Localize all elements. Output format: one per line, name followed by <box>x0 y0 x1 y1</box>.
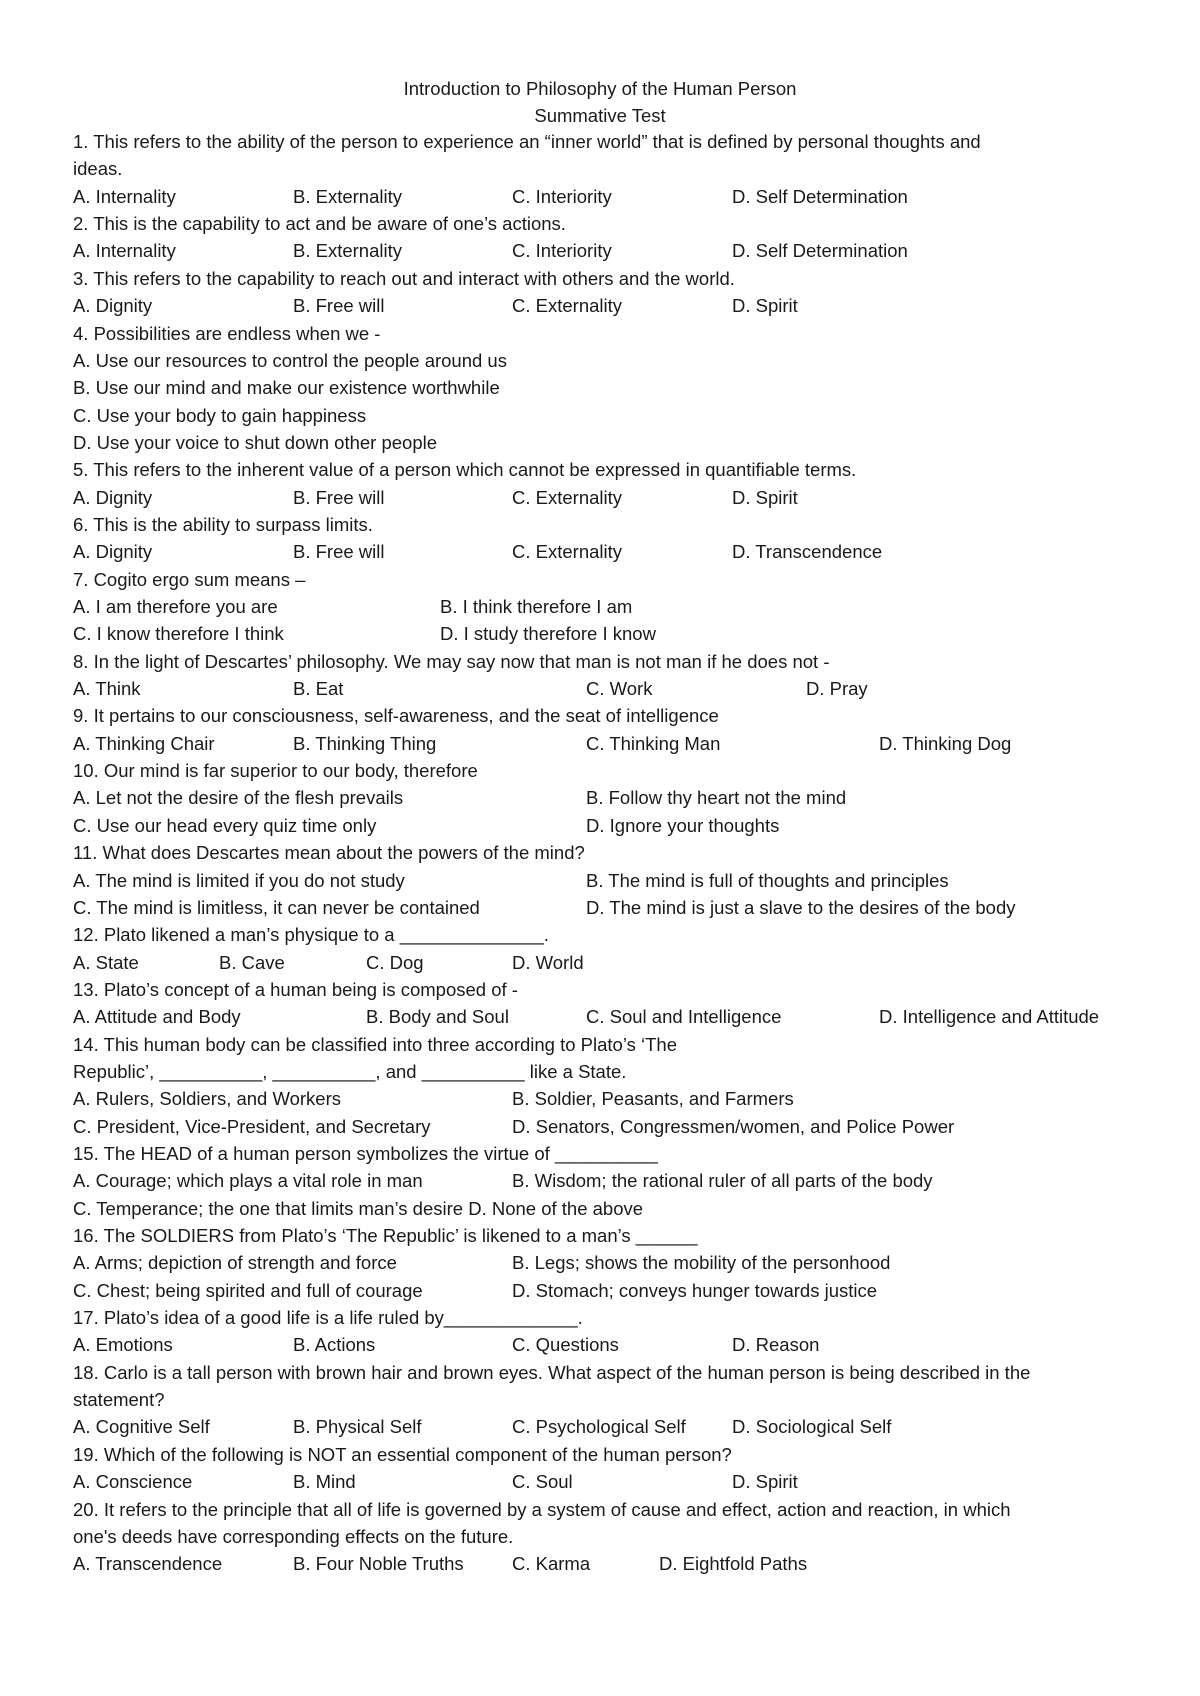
question-17-options-row <box>0 1331 1200 1358</box>
question-15-options-row <box>0 1195 1200 1222</box>
answer-option: A. The mind is limited if you do not study <box>73 869 405 891</box>
question-1-text: ideas. <box>73 158 123 180</box>
answer-option: A. Transcendence <box>73 1553 223 1575</box>
answer-option: C. Questions <box>512 1334 619 1356</box>
answer-option: A. I am therefore you are <box>73 596 278 617</box>
answer-option: A. Internality <box>73 185 176 207</box>
question-2-text: 2. This is the capability to act and be aware of one’s actions. <box>73 213 566 234</box>
question-18-text: statement? <box>73 1389 165 1411</box>
answer-option: A. Rulers, Soldiers, and Workers <box>73 1088 342 1110</box>
question-3-options-row <box>0 292 1200 319</box>
answer-option: B. Body and Soul <box>366 1006 509 1028</box>
answer-option: B. Free will <box>293 295 385 317</box>
question-4-options-row <box>0 402 1200 429</box>
question-12-options-row <box>0 949 1200 976</box>
answer-option: D. Pray <box>806 678 868 699</box>
question-10-text: 10. Our mind is far superior to our body, therefore <box>73 760 478 782</box>
answer-option: D. Senators, Congressmen/women, and Police Power <box>512 1115 955 1137</box>
answer-option: B. I think therefore I am <box>440 596 633 617</box>
question-4-options-row <box>0 429 1200 456</box>
answer-option: A. Courage; which plays a vital role in man <box>73 1170 423 1192</box>
question-1-options-row <box>0 183 1200 210</box>
question-17-text: 17. Plato’s idea of a good life is a life ruled by_____________. <box>73 1307 583 1328</box>
question-12-text: 12. Plato likened a man’s physique to a ______________. <box>73 924 549 946</box>
question-20-options-row <box>0 1550 1200 1577</box>
question-18-text: 18. Carlo is a tall person with brown hair and brown eyes. What aspect of the human person is being described in the <box>73 1361 1031 1383</box>
answer-option: A. Cognitive Self <box>73 1416 210 1438</box>
answer-option: C. Interiority <box>512 185 612 207</box>
answer-option: D. Ignore your thoughts <box>586 814 780 836</box>
answer-option: D. I study therefore I know <box>440 623 656 645</box>
document-subtitle: Summative Test <box>534 105 666 126</box>
question-5-text: 5. This refers to the inherent value of a person which cannot be expressed in quantifiable terms. <box>73 459 857 481</box>
question-8-text: 8. In the light of Descartes’ philosophy. We may say now that man is not man if he does not - <box>73 650 830 672</box>
answer-option: B. Externality <box>293 240 402 262</box>
answer-option: C. Chest; being spirited and full of courage <box>73 1279 423 1301</box>
answer-option: C. Work <box>586 678 653 699</box>
question-19-options-row <box>0 1468 1200 1495</box>
answer-option: B. Wisdom; the rational ruler of all parts of the body <box>512 1170 933 1192</box>
question-1-text: 1. This refers to the ability of the person to experience an “inner world” that is defined by personal thoughts and <box>73 131 981 152</box>
answer-option: D. Use your voice to shut down other people <box>73 431 438 453</box>
answer-option: B. Eat <box>293 678 344 699</box>
question-2-options-row <box>0 237 1200 264</box>
answer-option: A. State <box>73 951 139 973</box>
question-16-options-row <box>0 1249 1200 1276</box>
answer-option: B. Externality <box>293 185 402 207</box>
answer-option: A. Use our resources to control the people around us <box>73 349 507 371</box>
question-16-options-row <box>0 1277 1200 1304</box>
question-14-options-row <box>0 1085 1200 1112</box>
answer-option: A. Dignity <box>73 295 153 317</box>
question-10-options-row <box>0 812 1200 839</box>
answer-option: B. Actions <box>293 1334 376 1356</box>
answer-option: B. Mind <box>293 1471 356 1493</box>
question-10-options-row <box>0 784 1200 811</box>
question-14-text: Republic’, __________, __________, and __________ like a State. <box>73 1060 627 1082</box>
question-5-options-row <box>0 484 1200 511</box>
answer-option: D. Spirit <box>732 295 798 317</box>
answer-option: A. Attitude and Body <box>73 1006 241 1028</box>
answer-option: D. Intelligence and Attitude <box>879 1006 1100 1028</box>
question-13-options-row <box>0 1003 1200 1030</box>
answer-option: B. Cave <box>219 951 285 973</box>
answer-option: A. Think <box>73 678 141 699</box>
question-18-options-row <box>0 1413 1200 1440</box>
answer-option: A. Let not the desire of the flesh prevails <box>73 787 404 809</box>
question-15-text: 15. The HEAD of a human person symbolizes the virtue of __________ <box>73 1143 658 1164</box>
answer-option: B. Legs; shows the mobility of the personhood <box>512 1252 891 1274</box>
question-7-text: 7. Cogito ergo sum means – <box>73 568 306 590</box>
question-20-text: one's deeds have corresponding effects on the future. <box>73 1525 514 1547</box>
answer-option: B. Four Noble Truths <box>293 1553 464 1575</box>
answer-option: C. President, Vice-President, and Secretary <box>73 1115 431 1137</box>
question-6-options-row <box>0 538 1200 565</box>
answer-option: A. Conscience <box>73 1471 193 1493</box>
answer-option: C. Soul <box>512 1471 573 1493</box>
question-4-options-row <box>0 347 1200 374</box>
answer-option: C. The mind is limitless, it can never be contained <box>73 896 480 918</box>
answer-option: B. Follow thy heart not the mind <box>586 787 847 809</box>
answer-option: A. Thinking Chair <box>73 732 215 754</box>
question-16-text: 16. The SOLDIERS from Plato’s ‘The Republic’ is likened to a man’s ______ <box>73 1225 698 1246</box>
question-9-text: 9. It pertains to our consciousness, self-awareness, and the seat of intelligence <box>73 705 719 727</box>
answer-option: A. Dignity <box>73 486 153 508</box>
question-4-text: 4. Possibilities are endless when we - <box>73 322 381 344</box>
question-11-options-row <box>0 894 1200 921</box>
answer-option: C. Karma <box>512 1553 591 1575</box>
question-19-text: 19. Which of the following is NOT an essential component of the human person? <box>73 1443 732 1465</box>
answer-option: C. Externality <box>512 541 623 563</box>
answer-option: D. Transcendence <box>732 541 883 563</box>
answer-option: C. Externality <box>512 295 623 317</box>
answer-option: B. Physical Self <box>293 1416 422 1438</box>
answer-option: C. Dog <box>366 951 424 973</box>
question-6-text: 6. This is the ability to surpass limits. <box>73 513 373 535</box>
question-11-text: 11. What does Descartes mean about the powers of the mind? <box>73 842 585 864</box>
answer-option: D. Thinking Dog <box>879 732 1012 754</box>
answer-option: D. World <box>512 951 584 973</box>
question-15-options-row <box>0 1167 1200 1194</box>
answer-option: C. Psychological Self <box>512 1416 686 1438</box>
answer-option: B. Free will <box>293 541 385 563</box>
answer-option: C. Thinking Man <box>586 732 721 754</box>
answer-option: C. Interiority <box>512 240 612 262</box>
answer-option: D. Eightfold Paths <box>659 1553 808 1575</box>
question-7-options-row <box>0 620 1200 647</box>
answer-option: A. Dignity <box>73 541 153 563</box>
answer-option: D. Reason <box>732 1334 820 1356</box>
answer-option: A. Emotions <box>73 1334 173 1356</box>
answer-option: C. Soul and Intelligence <box>586 1006 782 1028</box>
question-4-options-row <box>0 374 1200 401</box>
document-title: Introduction to Philosophy of the Human Person <box>403 78 797 99</box>
answer-option: D. Sociological Self <box>732 1416 892 1438</box>
answer-option: C. I know therefore I think <box>73 623 284 645</box>
answer-option: D. Self Determination <box>732 240 908 262</box>
question-20-text: 20. It refers to the principle that all of life is governed by a system of cause and effect, action and reaction, in which <box>73 1498 1011 1520</box>
answer-option: A. Arms; depiction of strength and force <box>73 1252 397 1274</box>
answer-option: D. Spirit <box>732 1471 798 1493</box>
answer-option: B. Soldier, Peasants, and Farmers <box>512 1088 794 1110</box>
answer-option: D. Self Determination <box>732 185 908 207</box>
question-11-options-row <box>0 867 1200 894</box>
answer-option: B. Use our mind and make our existence worthwhile <box>73 377 500 399</box>
answer-option: C. Externality <box>512 486 623 508</box>
answer-option: C. Use our head every quiz time only <box>73 814 377 836</box>
answer-option: A. Internality <box>73 240 176 262</box>
answer-option: C. Temperance; the one that limits man’s desire D. None of the above <box>73 1197 644 1219</box>
answer-option: C. Use your body to gain happiness <box>73 404 367 426</box>
answer-option: B. The mind is full of thoughts and principles <box>586 869 949 891</box>
question-3-text: 3. This refers to the capability to reach out and interact with others and the world. <box>73 267 735 289</box>
answer-option: D. The mind is just a slave to the desires of the body <box>586 896 1016 918</box>
question-7-options-row <box>0 593 1200 620</box>
question-13-text: 13. Plato’s concept of a human being is composed of - <box>73 978 518 1000</box>
answer-option: D. Spirit <box>732 486 798 508</box>
question-14-options-row <box>0 1113 1200 1140</box>
answer-option: B. Thinking Thing <box>293 732 437 754</box>
answer-option: D. Stomach; conveys hunger towards justice <box>512 1279 878 1301</box>
question-9-options-row <box>0 730 1200 757</box>
question-14-text: 14. This human body can be classified into three according to Plato’s ‘The <box>73 1033 678 1055</box>
question-8-options-row <box>0 675 1200 702</box>
answer-option: B. Free will <box>293 486 385 508</box>
